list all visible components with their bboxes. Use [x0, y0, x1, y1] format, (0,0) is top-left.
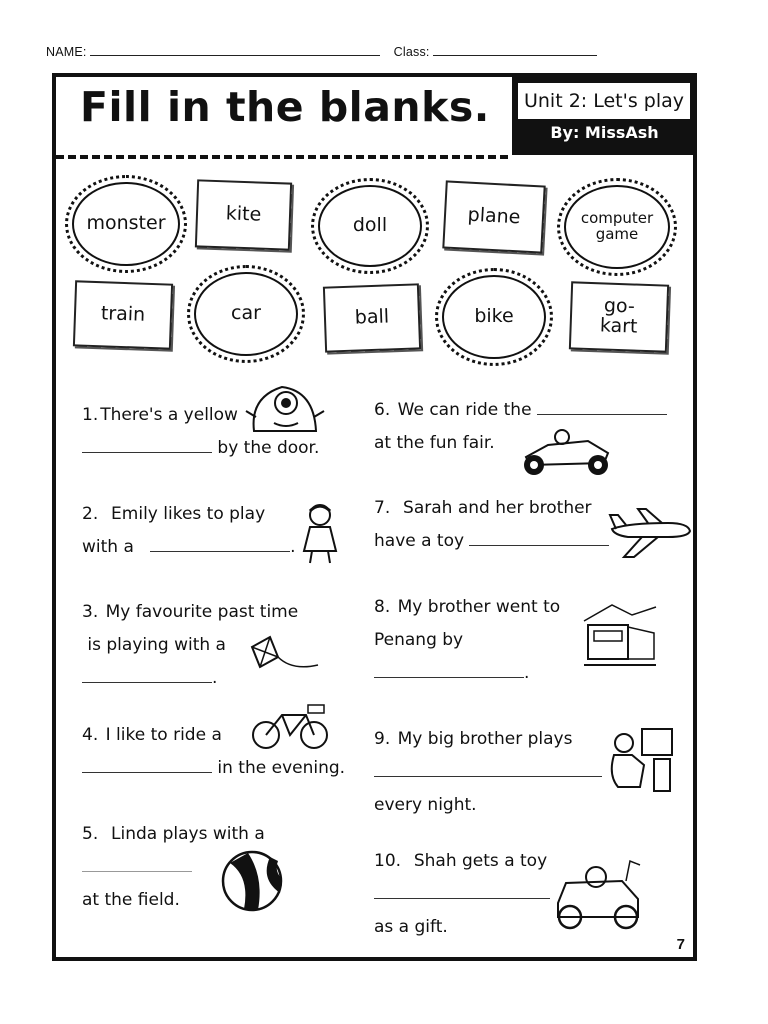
- name-label: NAME:: [46, 45, 87, 59]
- class-field[interactable]: [433, 44, 597, 56]
- question-4: 4. I like to ride a in the evening.: [82, 725, 346, 778]
- word-train: train: [73, 280, 173, 349]
- plane-icon: [608, 505, 694, 561]
- word-bike: bike: [442, 275, 546, 359]
- train-icon: [582, 597, 658, 671]
- answer-blank-4[interactable]: [82, 756, 212, 773]
- ball-icon: [220, 849, 284, 913]
- page-number: 7: [676, 936, 685, 953]
- title-divider: [56, 155, 508, 159]
- car-icon: [550, 859, 646, 933]
- answer-blank-8[interactable]: [374, 661, 524, 678]
- answer-blank-5[interactable]: [82, 855, 192, 872]
- worksheet-frame: [52, 73, 697, 961]
- word-kite: kite: [195, 179, 292, 250]
- computer-game-icon: [604, 725, 676, 795]
- question-3: 3. My favourite past time is playing with a .: [82, 602, 299, 688]
- answer-blank-3[interactable]: [82, 666, 212, 683]
- question-2: 2. Emily likes to play with a .: [82, 504, 296, 557]
- page-title: Fill in the blanks.: [80, 83, 490, 131]
- answer-blank-10[interactable]: [374, 882, 550, 899]
- word-computer-game: computer game: [564, 185, 670, 269]
- answer-blank-9[interactable]: [374, 760, 602, 777]
- question-8: 8. My brother went to Penang by .: [374, 597, 561, 683]
- word-ball: ball: [323, 283, 421, 352]
- go-kart-icon: [518, 423, 614, 479]
- question-10: 10. Shah gets a toy as a gift.: [374, 845, 550, 944]
- author-label: By: MissAsh: [550, 123, 659, 142]
- answer-blank-7[interactable]: [469, 529, 609, 546]
- student-header: [46, 44, 597, 59]
- word-plane: plane: [442, 180, 545, 253]
- name-field[interactable]: [90, 44, 380, 56]
- unit-label: Unit 2: Let's play: [518, 83, 690, 119]
- monster-icon: [244, 377, 326, 435]
- question-6: 6. We can ride the at the fun fair.: [374, 394, 667, 460]
- word-car: car: [194, 272, 298, 356]
- question-5: 5. Linda plays with a at the field.: [82, 824, 265, 910]
- unit-badge: [512, 77, 697, 155]
- class-label: Class:: [393, 45, 430, 59]
- bike-icon: [250, 701, 332, 751]
- question-9: 9. My big brother plays every night.: [374, 723, 602, 822]
- question-1: 1. There's a yellow by the door.: [82, 405, 320, 458]
- word-monster: monster: [72, 182, 180, 266]
- kite-icon: [248, 635, 320, 679]
- word-go-kart: go-kart: [569, 281, 669, 352]
- answer-blank-6[interactable]: [537, 398, 667, 415]
- word-doll: doll: [318, 185, 422, 267]
- answer-blank-2[interactable]: [150, 535, 290, 552]
- doll-icon: [296, 501, 344, 565]
- question-7: 7. Sarah and her brother have a toy: [374, 492, 609, 558]
- answer-blank-1[interactable]: [82, 436, 212, 453]
